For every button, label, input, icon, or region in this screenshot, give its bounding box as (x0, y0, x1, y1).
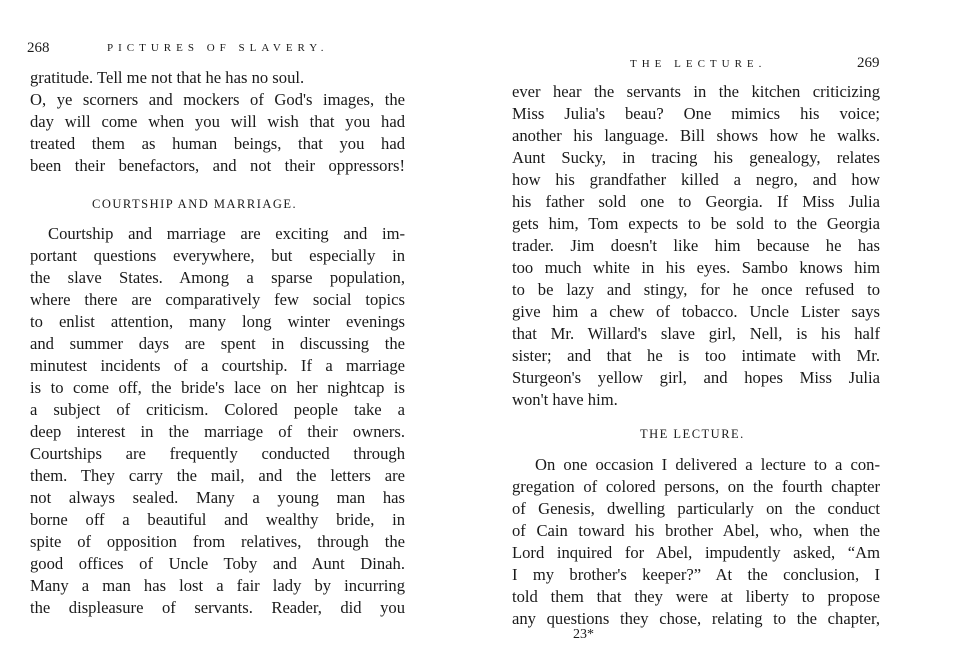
section-heading-courtship: COURTSHIP AND MARRIAGE. (92, 197, 298, 211)
left-text-line: a subject of criticism. Colored people take a (30, 400, 405, 419)
right-text-line: ever hear the servants in the kitchen criticizing (512, 82, 880, 101)
left-text-line: them. They carry the mail, and the letters are (30, 466, 405, 485)
left-text-line: treated them as human beings, that you had (30, 134, 405, 153)
left-text-line: the displeasure of servants. Reader, did you (30, 598, 405, 617)
left-text-line: Many a man has lost a fair lady by incurring (30, 576, 405, 595)
left-text-line: O, ye scorners and mockers of God's images, the (30, 90, 405, 109)
left-text-line: spite of opposition from relatives, through the (30, 532, 405, 551)
left-text-line: minutest incidents of a courtship. If a marriage (30, 356, 405, 375)
left-text-line: Courtship and marriage are exciting and im- (48, 224, 405, 243)
left-text-line: borne off a beautiful and wealthy bride, in (30, 510, 405, 529)
left-text-line: good offices of Uncle Toby and Aunt Dinah. (30, 554, 405, 573)
right-text-line: won't have him. (512, 390, 618, 409)
left-text-line: gratitude. Tell me not that he has no soul. (30, 68, 305, 87)
left-text-line: and summer days are spent in discussing the (30, 334, 405, 353)
left-text-line: day will come when you will wish that you had (30, 112, 405, 131)
right-text-line: another his language. Bill shows how he walks. (512, 126, 880, 145)
left-text-line: to enlist attention, many long winter evenings (30, 312, 405, 331)
right-text-line: sister; and that he is too intimate with Mr. (512, 346, 880, 365)
right-text-line: gregation of colored persons, on the fourth chapter (512, 477, 880, 496)
right-text-line: too much white in his eyes. Sambo knows him (512, 258, 880, 277)
right-text-line: of Cain toward his brother Abel, who, when the (512, 521, 880, 540)
signature-mark: 23* (573, 627, 594, 642)
left-page-number: 268 (27, 40, 50, 56)
right-text-line: Miss Julia's beau? One mimics his voice; (512, 104, 880, 123)
right-text-line: to be lazy and stingy, for he once refused to (512, 280, 880, 299)
left-text-line: the slave States. Among a sparse population, (30, 268, 405, 287)
right-text-line: gets him, Tom expects to be sold to the Georgia (512, 214, 880, 233)
section-heading-lecture: THE LECTURE. (640, 427, 745, 441)
right-text-line: how his grandfather killed a negro, and how (512, 170, 880, 189)
right-text-line: of Genesis, dwelling particularly on the conduct (512, 499, 880, 518)
left-text-line: Courtships are frequently conducted through (30, 444, 405, 463)
right-page-number: 269 (857, 55, 880, 71)
right-text-line: any questions they chose, relating to the chapter, (512, 609, 880, 628)
left-text-line: been their benefactors, and not their oppressors! (30, 156, 405, 175)
left-running-head: PICTURES OF SLAVERY. (107, 42, 329, 54)
left-text-line: deep interest in the marriage of their owners. (30, 422, 405, 441)
right-text-line: trader. Jim doesn't like him because he has (512, 236, 880, 255)
right-text-line: On one occasion I delivered a lecture to a con- (535, 455, 880, 474)
right-text-line: his father sold one to Georgia. If Miss Julia (512, 192, 880, 211)
right-text-line: Lord inquired for Abel, impudently asked, “Am (512, 543, 880, 562)
right-text-line: give him a chew of tobacco. Uncle Lister says (512, 302, 880, 321)
left-text-line: is to come off, the bride's lace on her nightcap is (30, 378, 405, 397)
right-text-line: Sturgeon's yellow girl, and hopes Miss Julia (512, 368, 880, 387)
right-text-line: I my brother's keeper?” At the conclusion, I (512, 565, 880, 584)
right-text-line: Aunt Sucky, in tracing his genealogy, relates (512, 148, 880, 167)
right-running-head: THE LECTURE. (630, 58, 767, 70)
left-text-line: not always sealed. Many a young man has (30, 488, 405, 507)
left-text-line: where there are comparatively few social topics (30, 290, 405, 309)
left-text-line: portant questions everywhere, but especially in (30, 246, 405, 265)
right-text-line: that Mr. Willard's slave girl, Nell, is his half (512, 324, 880, 343)
right-text-line: told them that they were at liberty to propose (512, 587, 880, 606)
